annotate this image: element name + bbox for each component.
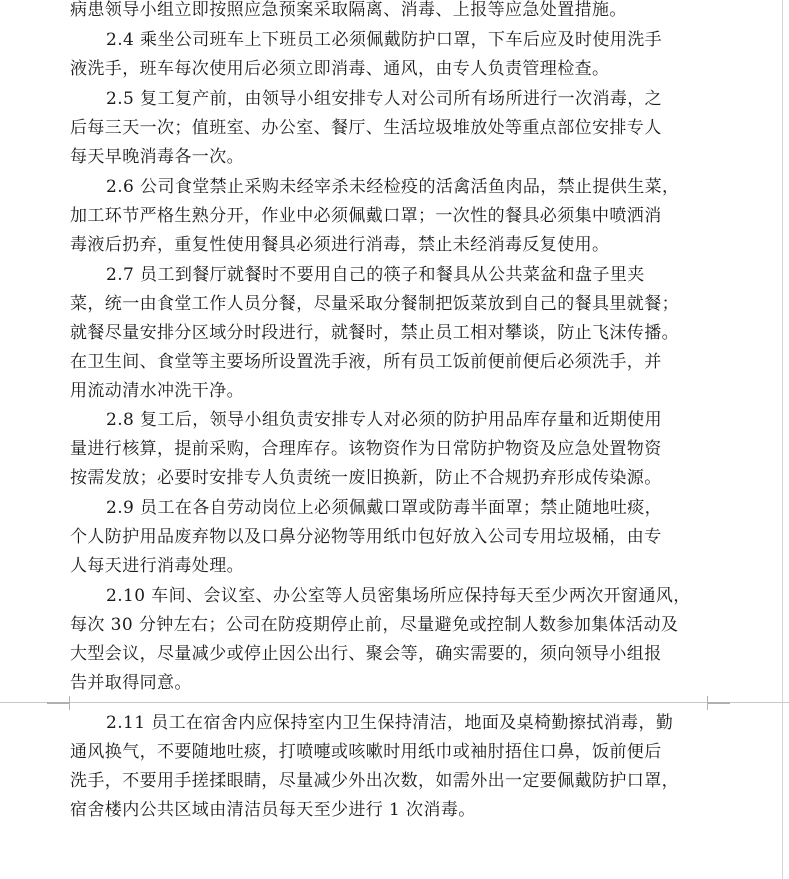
paragraph-2-8-line-1: 2.8 复工后，领导小组负责安排专人对必须的防护用品库存量和近期使用 [106, 410, 663, 430]
paragraph-2-10-line-3: 大型会议，尽量减少或停止因公出行、聚会等，确实需要的，须向领导小组报 [70, 644, 662, 664]
paragraph-2-10-line-4: 告并取得同意。 [70, 673, 192, 693]
margin-corner-mark-bottom-right [707, 703, 730, 710]
paragraph-2-7-line-4: 在卫生间、食堂等主要场所设置洗手液，所有员工饭前便前便后必须洗手，并 [70, 352, 662, 372]
paragraph-2-3-line-1: 病患领导小组立即按照应急预案采取隔离、消毒、上报等应急处置措施。 [70, 0, 627, 20]
paragraph-2-10-line-2: 每次 30 分钟左右；公司在防疫期停止前，尽量避免或控制人数参加集体活动及 [70, 615, 679, 635]
paragraph-2-6-line-2: 加工环节严格生熟分开，作业中必须佩戴口罩；一次性的餐具必须集中喷洒消 [70, 206, 662, 226]
margin-corner-mark-top-left [47, 696, 70, 703]
paragraph-2-11-line-3: 洗手，不要用手搓揉眼睛，尽量减少外出次数，如需外出一定要佩戴防护口罩， [70, 771, 679, 791]
paragraph-2-5-line-1: 2.5 复工复产前，由领导小组安排专人对公司所有场所进行一次消毒，之 [106, 89, 663, 109]
paragraph-2-11-line-4: 宿舍楼内公共区域由清洁员每天至少进行 1 次消毒。 [70, 800, 476, 820]
paragraph-2-7-line-5: 用流动清水冲洗干净。 [70, 381, 244, 401]
paragraph-2-8-line-3: 按需发放；必要时安排专人负责统一废旧换新，防止不合规扔弃形成传染源。 [70, 468, 662, 488]
paragraph-2-9-line-3: 人每天进行消毒处理。 [70, 556, 244, 576]
margin-corner-mark-bottom-left [47, 703, 70, 710]
paragraph-2-5-line-3: 每天早晚消毒各一次。 [70, 147, 244, 167]
paragraph-2-5-line-2: 后每三天一次；值班室、办公室、餐厅、生活垃圾堆放处等重点部位安排专人 [70, 118, 662, 138]
paragraph-2-10-line-1: 2.10 车间、会议室、办公室等人员密集场所应保持每天至少两次开窗通风， [106, 586, 691, 606]
paragraph-2-4-line-2: 液洗手，班车每次使用后必须立即消毒、通风，由专人负责管理检查。 [70, 59, 610, 79]
paragraph-2-7-line-3: 就餐尽量安排分区域分时段进行，就餐时，禁止员工相对攀谈，防止飞沫传播。 [70, 323, 679, 343]
paragraph-2-4-line-1: 2.4 乘坐公司班车上下班员工必须佩戴防护口罩，下车后应及时使用洗手 [106, 30, 663, 50]
paragraph-2-7-line-1: 2.7 员工到餐厅就餐时不要用自己的筷子和餐具从公共菜盆和盘子里夹 [106, 265, 645, 285]
paragraph-2-6-line-1: 2.6 公司食堂禁止采购未经宰杀未经检疫的活禽活鱼肉品，禁止提供生菜， [106, 177, 680, 197]
paragraph-2-9-line-2: 个人防护用品废弃物以及口鼻分泌物等用纸巾包好放入公司专用垃圾桶，由专 [70, 527, 662, 547]
page-break-divider [0, 702, 789, 703]
page-edge-rule [782, 0, 783, 879]
paragraph-2-6-line-3: 毒液后扔弃，重复性使用餐具必须进行消毒，禁止未经消毒反复使用。 [70, 235, 610, 255]
paragraph-2-7-line-2: 菜，统一由食堂工作人员分餐，尽量采取分餐制把饭菜放到自己的餐具里就餐； [70, 294, 679, 314]
paragraph-2-9-line-1: 2.9 员工在各自劳动岗位上必须佩戴口罩或防毒半面罩；禁止随地吐痰， [106, 498, 663, 518]
margin-corner-mark-top-right [707, 696, 730, 703]
paragraph-2-8-line-2: 量进行核算，提前采购，合理库存。该物资作为日常防护物资及应急处置物资 [70, 439, 662, 459]
paragraph-2-11-line-2: 通风换气，不要随地吐痰，打喷嚏或咳嗽时用纸巾或袖肘捂住口鼻，饭前便后 [70, 742, 662, 762]
paragraph-2-11-line-1: 2.11 员工在宿舍内应保持室内卫生保持清洁，地面及桌椅勤擦拭消毒，勤 [106, 713, 674, 733]
